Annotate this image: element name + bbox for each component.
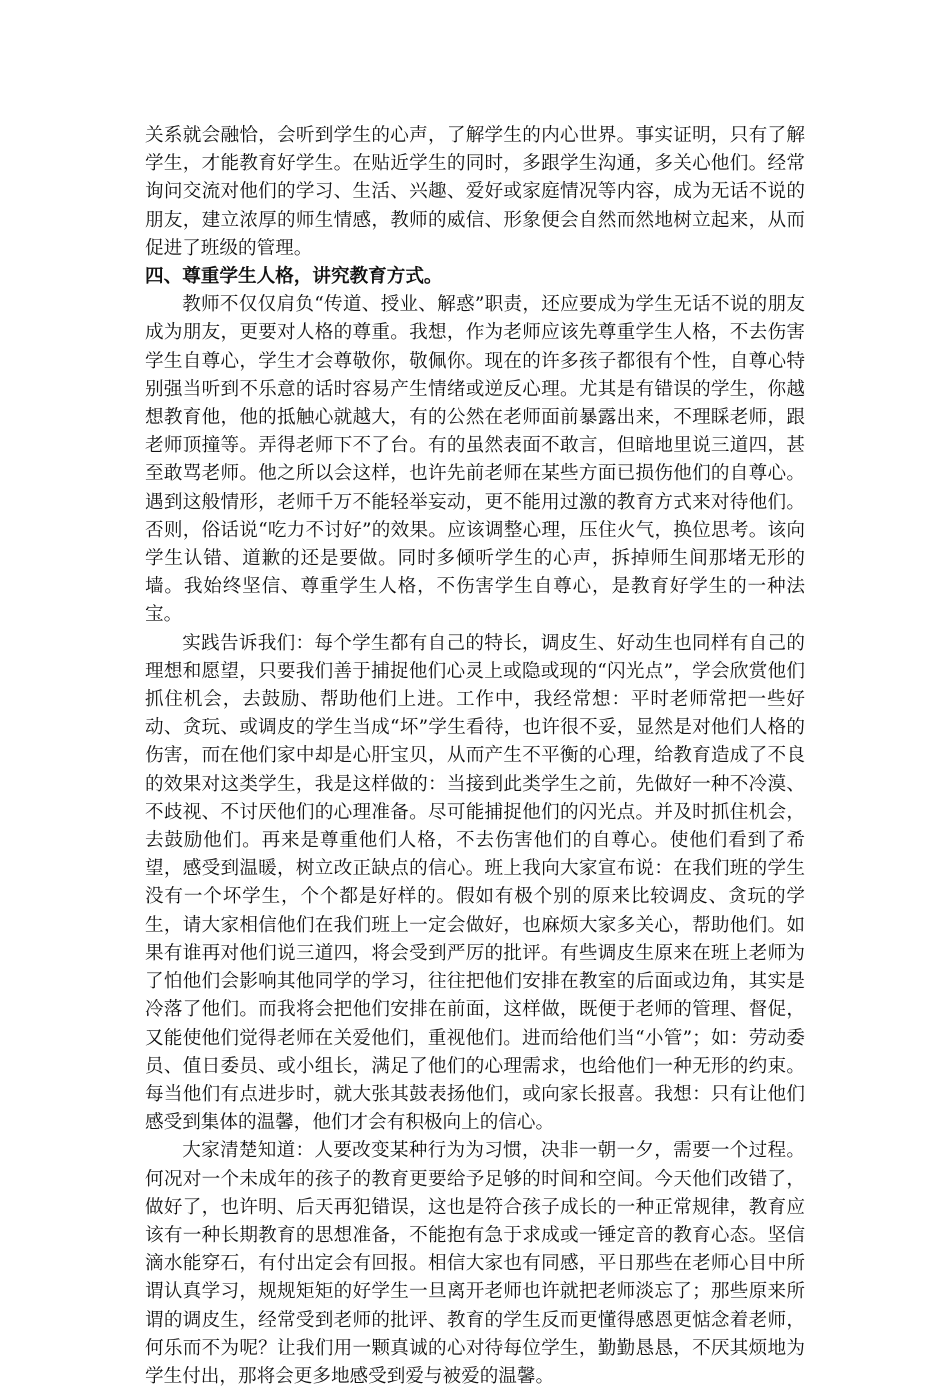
body-paragraph-respect: 教师不仅仅肩负“传道、授业、解惑”职责，还应要成为学生无话不说的朋友成为朋友，更要对人格的尊重。我想，作为老师应该先尊重学生人格，不去伤害学生自尊心，学生才会尊敬你，敬佩你。现在的许多孩子都很有个性，自尊心特别强当听到不乐意的话时容易产生情绪或逆反心理。尤其是有错误的学生，你越想教育他，他的抵触心就越大，有的公然在老师面前暴露出来，不理睬老师，跟老师顶撞等。弄得老师下不了台。有的虽然表面不敢言，但暗地里说三道四，甚至敢骂老师。他之所以会这样，也许先前老师在某些方面已损伤他们的自尊心。遇到这般情形，老师千万不能轻举妄动，更不能用过激的教育方式来对待他们。否则，俗话说“吃力不讨好”的效果。应该调整心理，压住火气，换位思考。该向学生认错、道歉的还是要做。同时多倾听学生的心声，拆掉师生间那堵无形的墙。我始终坚信、尊重学生人格，不伤害学生自尊心，是教育好学生的一种法宝。 <box>145 294 805 626</box>
intro-paragraph: 关系就会融恰，会听到学生的心声，了解学生的内心世界。事实证明，只有了解学生，才能教育好学生。在贴近学生的同时，多跟学生沟通，多关心他们。经常询问交流对他们的学习、生活、兴趣、爱好或家庭情况等内容，成为无话不说的朋友，建立浓厚的师生情感，教师的威信、形象便会自然而然地树立起来，从而促进了班级的管理。 <box>145 125 805 259</box>
document-page <box>145 122 805 1391</box>
section-heading: 四、尊重学生人格，讲究教育方式。 <box>145 266 443 288</box>
body-paragraph-practice: 实践告诉我们：每个学生都有自己的特长，调皮生、好动生也同样有自己的理想和愿望，只要我们善于捕捉他们心灵上或隐或现的“闪光点”，学会欣赏他们抓住机会，去鼓励、帮助他们上进。工作中，我经常想：平时老师常把一些好动、贪玩、或调皮的学生当成“坏”学生看待，也许很不妥，显然是对他们人格的伤害，而在他们家中却是心肝宝贝，从而产生不平衡的心理，给教育造成了不良的效果对这类学生，我是这样做的：当接到此类学生之前，先做好一种不冷漠、不歧视、不讨厌他们的心理准备。尽可能捕捉他们的闪光点。并及时抓住机会，去鼓励他们。再来是尊重他们人格，不去伤害他们的自尊心。使他们看到了希望，感受到温暖，树立改正缺点的信心。班上我向大家宣布说：在我们班的学生没有一个坏学生，个个都是好样的。假如有极个别的原来比较调皮、贪玩的学生，请大家相信他们在我们班上一定会做好，也麻烦大家多关心，帮助他们。如果有谁再对他们说三道四，将会受到严厉的批评。有些调皮生原来在班上老师为了怕他们会影响其他同学的学习，往往把他们安排在教室的后面或边角，其实是冷落了他们。而我将会把他们安排在前面，这样做，既便于老师的管理、督促，又能使他们觉得老师在关爱他们，重视他们。进而给他们当“小管”；如：劳动委员、值日委员、或小组长，满足了他们的心理需求，也给他们一种无形的约束。每当他们有点进步时，就大张其鼓表扬他们，或向家长报喜。我想：只有让他们感受到集体的温馨，他们才会有积极向上的信心。 <box>145 632 805 1134</box>
body-paragraph-patience: 大家清楚知道：人要改变某种行为为习惯，决非一朝一夕，需要一个过程。何况对一个未成年的孩子的教育更要给予足够的时间和空间。今天他们改错了，做好了，也许明、后天再犯错误，这也是符合孩子成长的一种正常规律，教育应该有一种长期教育的思想准备，不能抱有急于求成或一锤定音的教育心态。坚信滴水能穿石，有付出定会有回报。相信大家也有同感，平日那些在老师心目中所谓认真学习，规规矩矩的好学生一旦离开老师也许就把老师淡忘了；那些原来所谓的调皮生，经常受到老师的批评、教育的学生反而更懂得感恩更惦念着老师，何乐而不为呢？让我们用一颗真诚的心对待每位学生，勤勤恳恳，不厌其烦地为学生付出，那将会更多地感受到爱与被爱的温馨。 <box>145 1140 805 1387</box>
